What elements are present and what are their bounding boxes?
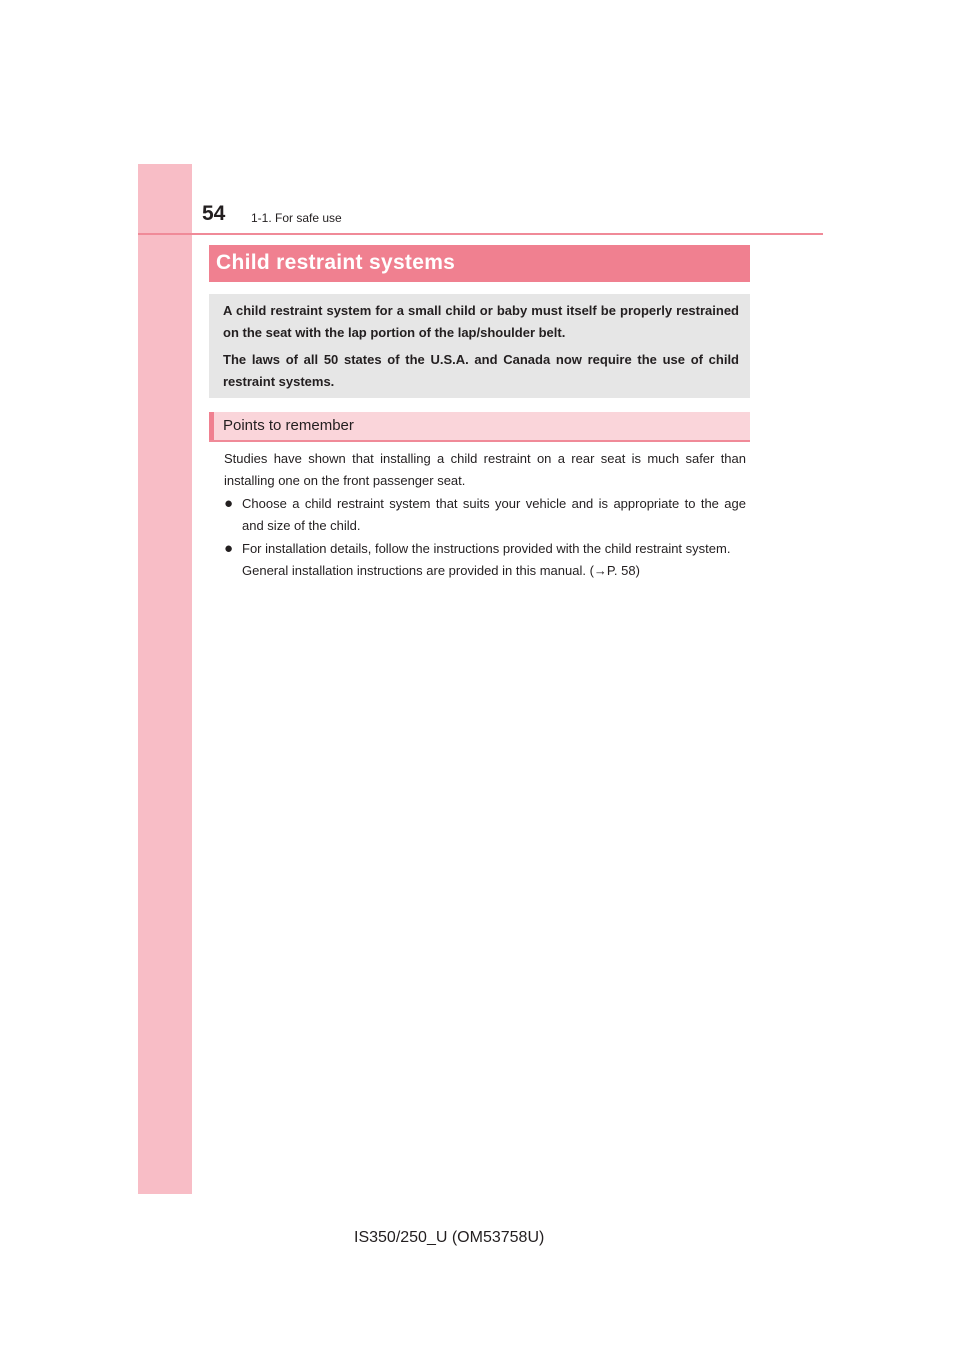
bullet-item	[224, 493, 746, 536]
subheading: Points to remember	[223, 417, 354, 434]
footer-model-code: IS350/250_U (OM53758U)	[354, 1229, 545, 1246]
section-label: 1-1. For safe use	[251, 211, 342, 225]
page-number: 54	[202, 202, 226, 225]
bullet-icon: ●	[224, 495, 234, 512]
subheading-bar	[209, 412, 750, 442]
header-rule	[138, 233, 823, 235]
bullet-text: For installation details, follow the instructions provided with the child restraint system.	[242, 541, 731, 556]
side-tab	[138, 164, 192, 1194]
bullet-subtext: General installation instructions are provided in this manual. (→P. 58)	[242, 562, 640, 578]
title-bar	[209, 245, 750, 282]
bullet-icon: ●	[224, 540, 234, 557]
bullet-text: Choose a child restraint system that suits your vehicle and is appropriate to the age and size of the child.	[242, 496, 746, 533]
body-paragraph: Studies have shown that installing a child restraint on a rear seat is much safer than installing one on the front passenger seat.	[224, 451, 746, 488]
subheading-accent	[209, 412, 214, 440]
intro-paragraph: A child restraint system for a small child or baby must itself be properly restrained on the seat with the lap portion of the lap/shoulder belt.	[223, 303, 739, 340]
page-title: Child restraint systems	[216, 251, 456, 274]
intro-paragraph: The laws of all 50 states of the U.S.A. and Canada now require the use of child restraint systems.	[223, 352, 739, 389]
body-text	[224, 448, 746, 583]
bullet-item	[224, 538, 746, 581]
intro-box	[209, 294, 750, 398]
